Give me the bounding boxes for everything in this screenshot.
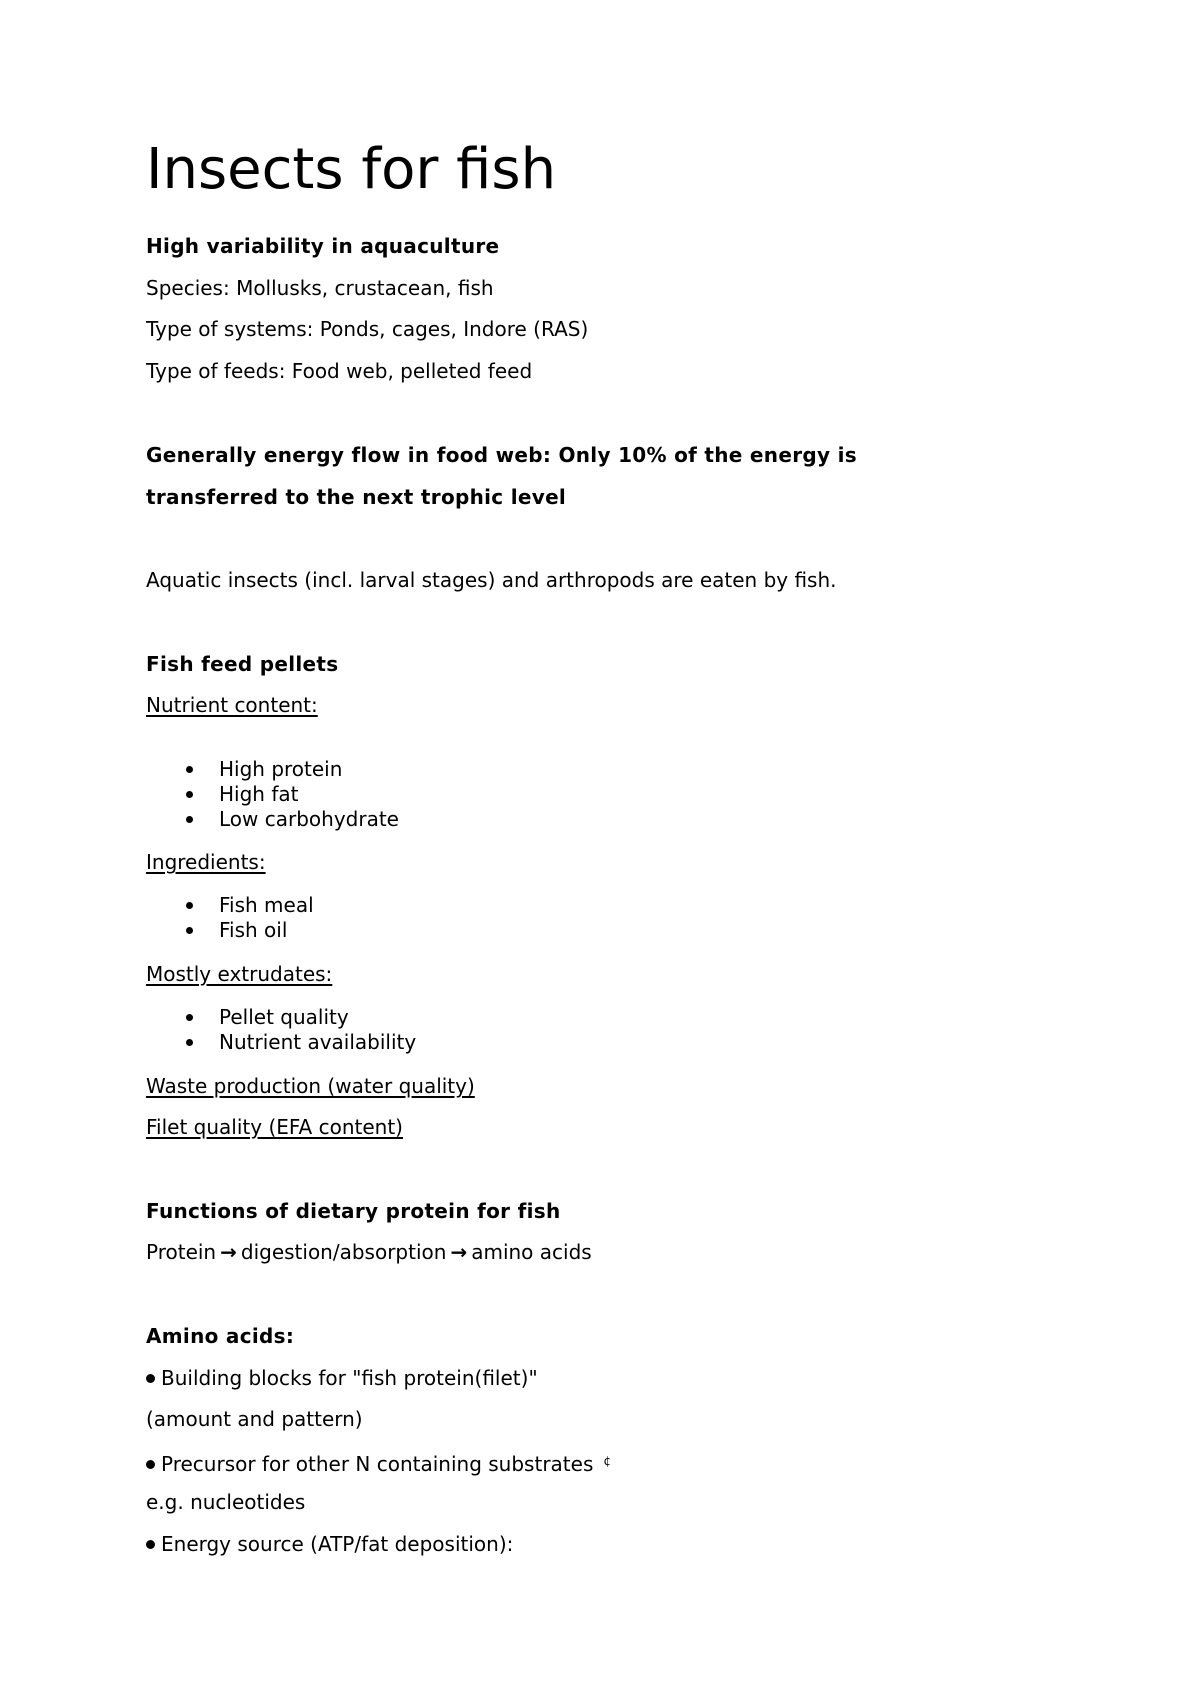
amino-item-1-sub: (amount and pattern) [146, 1407, 363, 1431]
waste-production-line: Waste production (water quality) [146, 1074, 475, 1098]
list-item: Fish meal [146, 893, 314, 918]
extrudates-label: Mostly extrudates: [146, 962, 333, 986]
bullet-dot-icon [146, 1374, 155, 1383]
section-heading-variability: High variability in aquaculture [146, 234, 500, 258]
section-heading-pellets: Fish feed pellets [146, 652, 339, 676]
page-title: Insects for fish [146, 137, 557, 202]
list-item: Pellet quality [146, 1005, 416, 1030]
arrow-right-icon: → [220, 1240, 237, 1264]
systems-line: Type of systems: Ponds, cages, Indore (RAS) [146, 317, 589, 341]
list-item: Fish oil [146, 918, 314, 943]
filet-quality-line: Filet quality (EFA content) [146, 1115, 403, 1139]
nutrient-content-label: Nutrient content: [146, 693, 318, 717]
energy-statement-line-2: transferred to the next trophic level [146, 485, 567, 509]
amino-item-3: Energy source (ATP/fat deposition): [146, 1531, 513, 1557]
protein-flow-line [146, 1239, 592, 1265]
insects-paragraph: Aquatic insects (incl. larval stages) and arthropods are eaten by fish. [146, 568, 837, 592]
list-item: High fat [146, 782, 399, 807]
amino-item-2-sub: e.g. nucleotides [146, 1490, 306, 1514]
energy-statement-line-1: Generally energy flow in food web: Only 10% of the energy is [146, 443, 857, 467]
list-item: High protein [146, 757, 399, 782]
bullet-dot-icon [146, 1460, 155, 1469]
arrow-right-icon: → [450, 1240, 468, 1264]
feeds-line: Type of feeds: Food web, pelleted feed [146, 359, 533, 383]
ingredients-label: Ingredients: [146, 850, 266, 874]
extrudates-list [146, 1005, 416, 1055]
list-item: Nutrient availability [146, 1030, 416, 1055]
ingredients-list [146, 893, 314, 943]
flow-end: amino acids [471, 1240, 592, 1264]
flow-start: Protein [146, 1240, 217, 1264]
section-heading-protein: Functions of dietary protein for fish [146, 1199, 561, 1223]
list-item: Low carbohydrate [146, 807, 399, 832]
nutrient-list [146, 757, 399, 832]
inline-mark: ¢ [603, 1454, 612, 1468]
amino-item-2: Precursor for other N containing substrates ¢ [146, 1448, 611, 1477]
species-line: Species: Mollusks, crustacean, fish [146, 276, 494, 300]
amino-item-1: Building blocks for "fish protein(filet)" [146, 1365, 538, 1391]
section-heading-amino: Amino acids: [146, 1324, 295, 1348]
bullet-dot-icon [146, 1540, 155, 1549]
flow-mid: digestion/absorption [240, 1240, 447, 1264]
